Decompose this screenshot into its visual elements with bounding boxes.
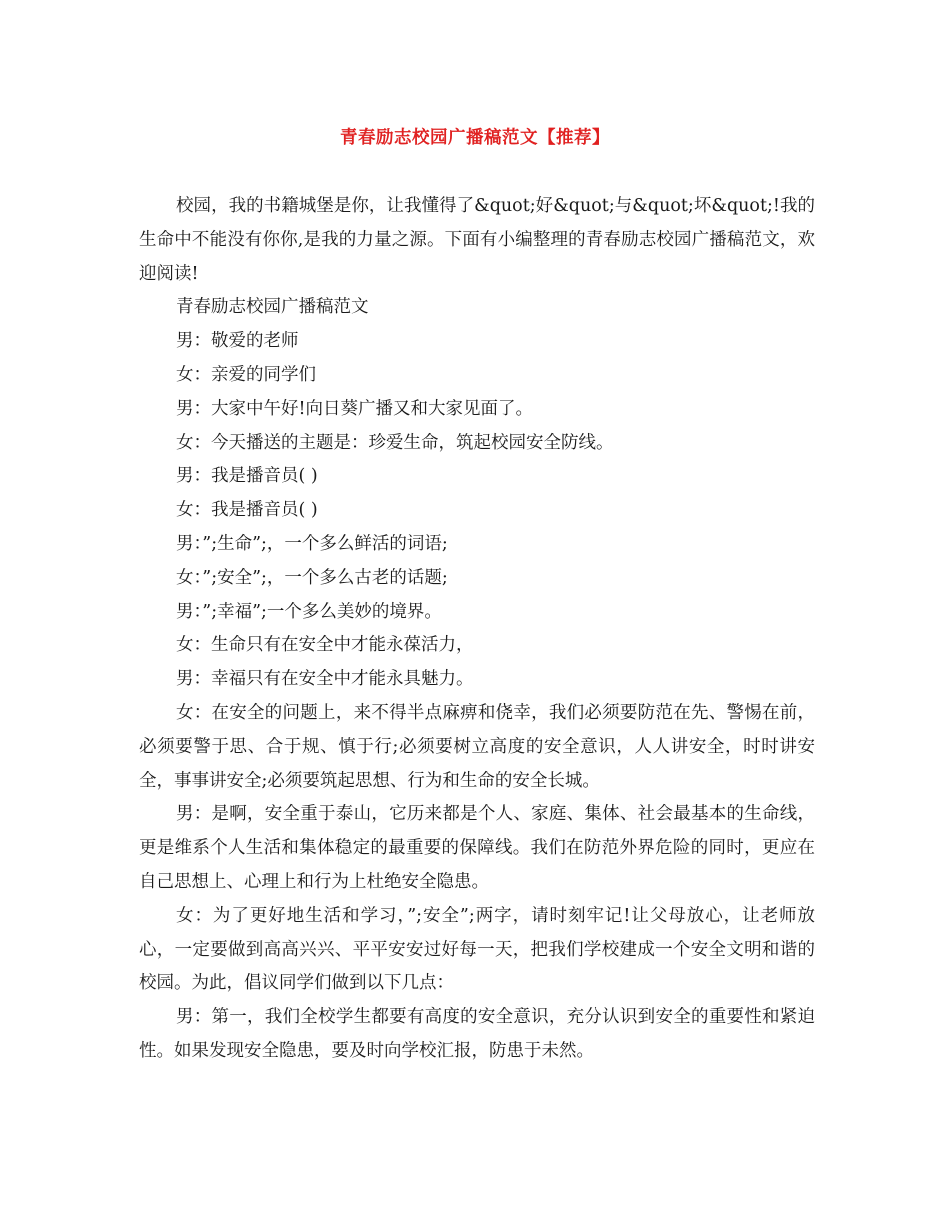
dialogue-paragraph: 女：在安全的问题上，来不得半点麻痹和侥幸，我们必须要防范在先、警惕在前，必须要警于思、合于规、慎于行;必须要树立高度的安全意识，人人讲安全，时时讲安全，事事讲安全;必须要筑起思想、行为和生命的安全长城。 <box>139 702 815 791</box>
dialogue-line: 女：”;安全”;，一个多么古老的话题; <box>176 567 448 588</box>
dialogue-paragraph: 男：是啊，安全重于泰山，它历来都是个人、家庭、集体、社会最基本的生命线，更是维系个人生活和集体稳定的最重要的保障线。我们在防范外界危险的同时，更应在自己思想上、心理上和行为上杜绝安全隐患。 <box>139 804 815 892</box>
document-title: 青春励志校园广播稿范文【推荐】 <box>340 128 610 148</box>
dialogue-line: 女：生命只有在安全中才能永葆活力， <box>176 635 474 656</box>
dialogue-line: 男：幸福只有在安全中才能永具魅力。 <box>176 669 474 690</box>
dialogue-paragraph: 女：为了更好地生活和学习，”;安全”;两字，请时刻牢记!让父母放心，让老师放心，一定要做到高高兴兴、平平安安过好每一天，把我们学校建成一个安全文明和谐的校园。为此，倡议同学们做到以下几点： <box>139 905 815 994</box>
dialogue-line: 男：”;幸福”;一个多么美妙的境界。 <box>176 601 442 622</box>
dialogue-paragraph: 男：第一，我们全校学生都要有高度的安全意识，充分认识到安全的重要性和紧迫性。如果发现安全隐患，要及时向学校汇报，防患于未然。 <box>139 1007 815 1061</box>
dialogue-line: 男：”;生命”;，一个多么鲜活的词语; <box>176 533 448 554</box>
section-heading: 青春励志校园广播稿范文 <box>176 297 369 318</box>
dialogue-line: 女：亲爱的同学们 <box>176 364 316 385</box>
dialogue-line: 女：我是播音员( ) <box>176 500 318 521</box>
document-body <box>139 190 815 1069</box>
dialogue-line: 男：我是播音员( ) <box>176 466 318 487</box>
dialogue-line: 女：今天播送的主题是：珍爱生命，筑起校园安全防线。 <box>176 432 614 453</box>
dialogue-line: 男：敬爱的老师 <box>176 331 299 352</box>
dialogue-line: 男：大家中午好!向日葵广播又和大家见面了。 <box>176 398 534 419</box>
intro-paragraph: 校园，我的书籍城堡是你，让我懂得了&quot;好&quot;与&quot;坏&quot;!我的生命中不能没有你你,是我的力量之源。下面有小编整理的青春励志校园广播稿范文，欢迎阅读! <box>139 196 815 284</box>
